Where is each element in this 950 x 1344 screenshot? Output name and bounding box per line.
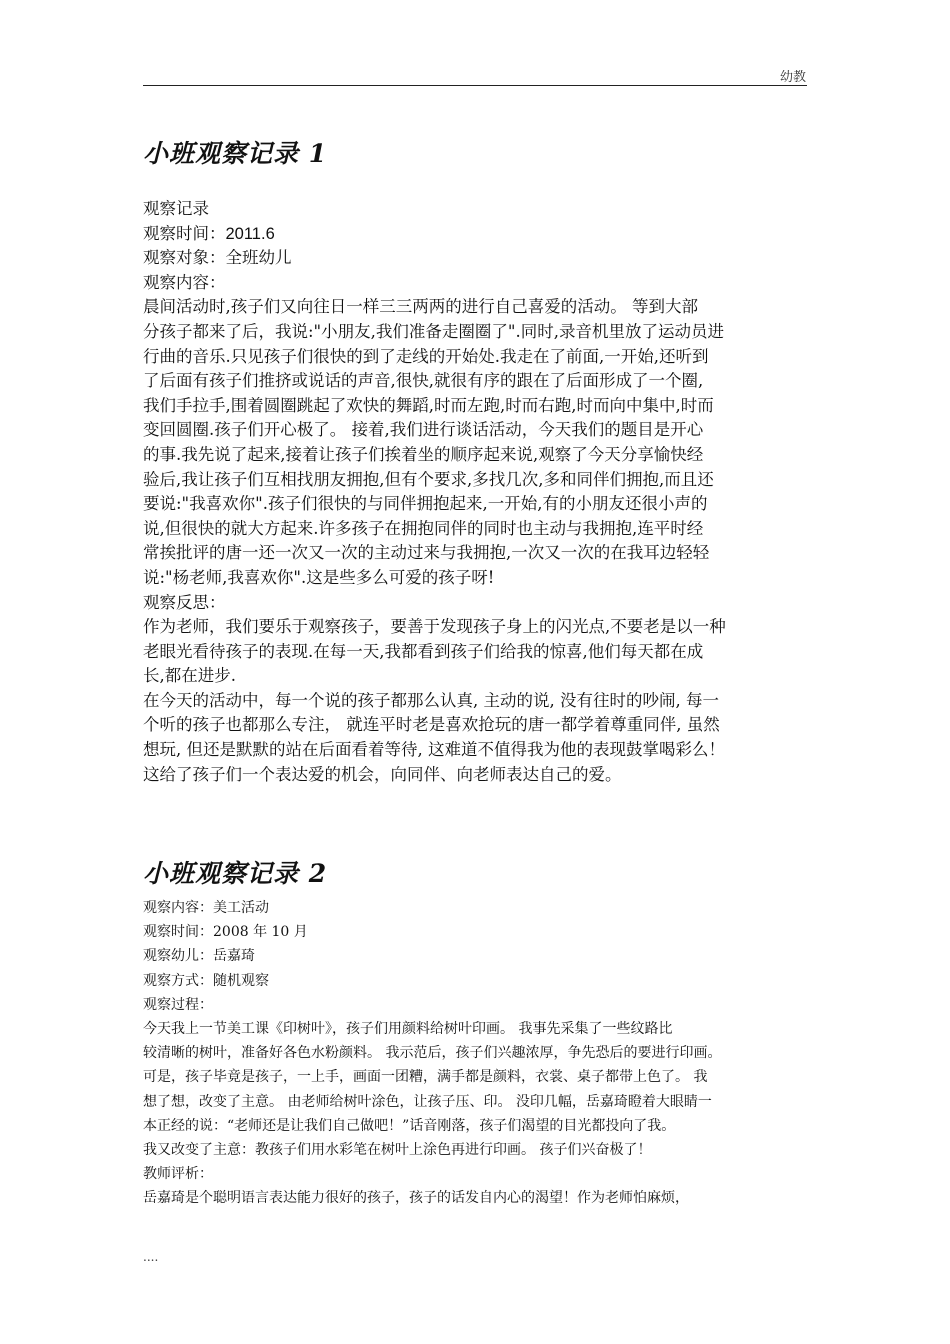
record-1-reflection-line: 这给了孩子们一个表达爱的机会，向同伴、向老师表达自己的爱。 — [143, 764, 622, 784]
record-2-info-line: 观察幼儿：岳嘉琦 — [143, 948, 255, 965]
record-1-time-label: 观察时间： — [143, 223, 226, 243]
record-1-content-line: 说:"杨老师,我喜欢你".这是些多么可爱的孩子呀! — [143, 567, 495, 587]
record-1-reflection-line: 长,都在进步. — [143, 666, 236, 686]
record-1-content-label: 观察内容： — [143, 272, 226, 292]
record-2-evaluation-line: 岳嘉琦是个聪明语言表达能力很好的孩子，孩子的话发自内心的渴望！作为老师怕麻烦， — [143, 1190, 689, 1207]
record-1-reflection-line: 想玩, 但还是默默的站在后面看着等待, 这难道不值得我为他的表现鼓掌喝彩么！ — [143, 740, 725, 760]
footer-mark: .... — [143, 1250, 159, 1264]
record-1-reflection-line: 个听的孩子也都那么专注， 就连平时老是喜欢抢玩的唐一都学着尊重同伴, 虽然 — [143, 715, 720, 735]
record-2-process-line: 较清晰的树叶，准备好各色水粉颜料。 我示范后，孩子们兴趣浓厚，争先恐后的要进行印画。 — [143, 1045, 722, 1062]
record-2-info-line: 观察时间：2008 年 10 月 — [143, 924, 308, 941]
record-1-reflection-line: 在今天的活动中，每一个说的孩子都那么认真, 主动的说, 没有往时的吵闹, 每一 — [143, 690, 719, 710]
record-2-info-line: 观察过程： — [143, 996, 213, 1013]
record-1-content-line: 验后,我让孩子们互相找朋友拥抱,但有个要求,多找几次,多和同伴们拥抱,而且还 — [143, 469, 714, 489]
record-1-content-line: 要说:"我喜欢你".孩子们很快的与同伴拥抱起来,一开始,有的小朋友还很小声的 — [143, 494, 708, 514]
record-1-time — [143, 222, 818, 247]
record-1-content-line: 变回圆圈.孩子们开心极了。 接着,我们进行谈话活动，今天我们的题目是开心 — [143, 420, 704, 440]
record-2-process-line: 想了想，改变了主意。 由老师给树叶涂色，让孩子压、印。 没印几幅，岳嘉琦瞪着大眼睛一 — [143, 1093, 712, 1110]
record-1-subject: 观察对象：全班幼儿 — [143, 248, 292, 268]
record-1-content-line: 行曲的音乐.只见孩子们很快的到了走线的开始处.我走在了前面,一开始,还听到 — [143, 346, 709, 366]
record-1-time-value: 2011.6 — [225, 224, 275, 243]
record-1-title: 小班观察记录 1 — [143, 139, 328, 168]
record-1-body — [143, 197, 818, 787]
record-1-content-line: 晨间活动时,孩子们又向往日一样三三两两的进行自己喜爱的活动。 等到大部 — [143, 297, 698, 317]
record-1-reflection-line: 作为老师，我们要乐于观察孩子，要善于发现孩子身上的闪光点,不要老是以一种 — [143, 617, 726, 637]
record-1-content-line: 说,但很快的就大方起来.许多孩子在拥抱同伴的同时也主动与我拥抱,连平时经 — [143, 518, 704, 538]
record-1-content-line: 了后面有孩子们推挤或说话的声音,很快,就很有序的跟在了后面形成了一个圈, — [143, 371, 704, 391]
record-1-reflection-line: 老眼光看待孩子的表现.在每一天,我都看到孩子们给我的惊喜,他们每天都在成 — [143, 641, 704, 661]
record-1-content-line: 分孩子都来了后，我说:"小朋友,我们准备走圈圈了".同时,录音机里放了运动员进 — [143, 321, 724, 341]
header-rule — [143, 85, 807, 86]
record-1-content-line: 我们手拉手,围着圆圈跳起了欢快的舞蹈,时而左跑,时而右跑,时而向中集中,时而 — [143, 395, 714, 415]
record-2-evaluation-label: 教师评析： — [143, 1166, 213, 1183]
record-1-heading: 观察记录 — [143, 199, 209, 218]
record-2-process-line: 我又改变了主意：教孩子们用水彩笔在树叶上涂色再进行印画。 孩子们兴奋极了！ — [143, 1141, 652, 1158]
record-2-process-line: 可是，孩子毕竟是孩子，一上手，画面一团糟，满手都是颜料，衣裳、桌子都带上色了。 我 — [143, 1069, 708, 1086]
record-1-content-line: 的事.我先说了起来,接着让孩子们挨着坐的顺序起来说,观察了今天分享愉快经 — [143, 444, 704, 464]
record-2-title: 小班观察记录 2 — [143, 859, 328, 888]
record-2-info-line: 观察内容：美工活动 — [143, 900, 269, 916]
record-2-process-line: 本正经的说：“老师还是让我们自己做吧！”话音刚落，孩子们渴望的目光都投向了我。 — [143, 1117, 676, 1134]
record-1-reflection-label: 观察反思： — [143, 592, 226, 612]
record-1-content-line: 常挨批评的唐一还一次又一次的主动过来与我拥抱,一次又一次的在我耳边轻轻 — [143, 543, 710, 563]
record-2-body — [143, 896, 823, 1210]
record-2-process-line: 今天我上一节美工课《印树叶》，孩子们用颜料给树叶印画。 我事先采集了一些纹路比 — [143, 1020, 673, 1037]
record-2-info-line: 观察方式：随机观察 — [143, 972, 269, 989]
header-label: 幼教 — [779, 70, 806, 85]
